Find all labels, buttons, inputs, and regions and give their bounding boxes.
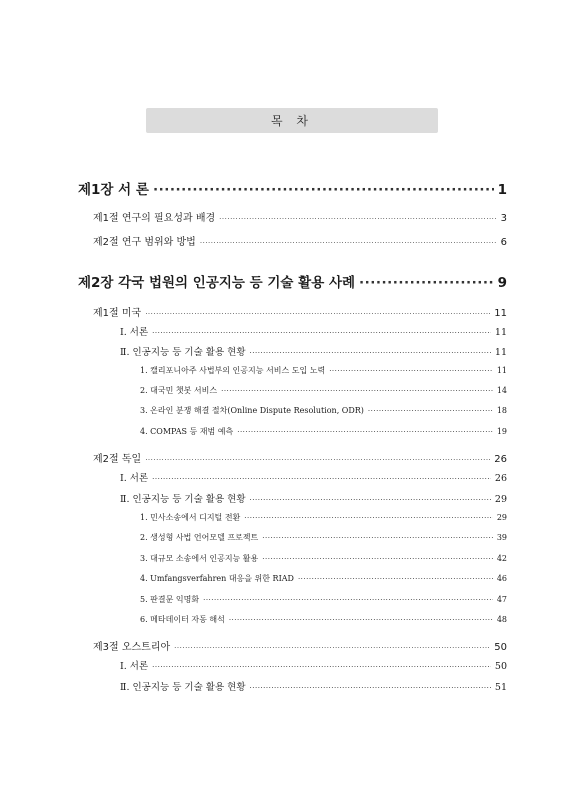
toc-entry-page: 50 (494, 642, 507, 653)
dot-leader (152, 663, 491, 671)
dot-leader (262, 534, 493, 542)
dot-leader (203, 596, 493, 604)
toc-entry-section[interactable] (93, 638, 507, 653)
dot-leader (298, 575, 493, 583)
dot-leader (368, 407, 493, 415)
toc-entry-subsection[interactable] (120, 491, 507, 505)
toc-entry-page: 47 (496, 595, 507, 604)
toc-entry-page: 42 (496, 554, 507, 563)
toc-entry-item[interactable] (140, 594, 507, 605)
toc-entry-page: 1 (497, 182, 507, 198)
toc-entry-label: 제2장 각국 법원의 인공지능 등 기술 활용 사례 (78, 275, 356, 291)
toc-entry-label: 3. 온라인 분쟁 해결 절차(Online Dispute Resolution, ODR) (140, 406, 364, 415)
toc-entry-item[interactable] (140, 405, 507, 416)
toc-entry-subsection[interactable] (120, 679, 507, 693)
toc-entry-subsection[interactable] (120, 470, 507, 484)
dot-leader (145, 456, 490, 464)
toc-entry-label: 2. 대국민 챗봇 서비스 (140, 386, 218, 395)
dot-leader (262, 555, 493, 563)
toc-entry-subsection[interactable] (120, 658, 507, 672)
toc-entry-label: 1. 캘리포니아주 사법부의 인공지능 서비스 도입 노력 (140, 366, 326, 375)
toc-entry-page: 50 (494, 661, 507, 672)
toc-entry-label: 6. 메타데이터 자동 해석 (140, 615, 225, 624)
dot-leader (229, 616, 493, 624)
toc-entry-label: 제1절 연구의 필요성과 배경 (93, 213, 216, 224)
toc-entry-label: Ⅱ. 인공지능 등 기술 활용 현황 (120, 347, 246, 358)
toc-entry-label: Ⅰ. 서론 (120, 473, 149, 484)
toc-entry-page: 11 (494, 327, 507, 338)
toc-entry-label: 제2절 연구 범위와 방법 (93, 237, 196, 248)
toc-entry-chapter[interactable] (78, 271, 507, 291)
toc-entry-item[interactable] (140, 385, 507, 396)
toc-entry-page: 48 (496, 615, 507, 624)
toc-entry-page: 26 (494, 473, 507, 484)
toc-entry-label: Ⅰ. 서론 (120, 661, 149, 672)
toc-entry-item[interactable] (140, 573, 507, 584)
toc-entry-page: 11 (496, 366, 507, 375)
toc-entry-page: 11 (494, 347, 507, 358)
toc-entry-page: 29 (494, 494, 507, 505)
toc-entry-section[interactable] (93, 209, 507, 224)
toc-entry-label: 3. 대규모 소송에서 인공지능 활용 (140, 554, 259, 563)
toc-entry-page: 14 (496, 386, 507, 395)
toc-entry-page: 19 (496, 427, 507, 436)
toc-entry-page: 11 (494, 308, 507, 319)
dot-leader (152, 329, 491, 337)
toc-entry-page: 26 (494, 454, 507, 465)
toc-entry-label: 4. Umfangsverfahren 대응을 위한 RIAD (140, 574, 294, 583)
toc-entry-label: 제3절 오스트리아 (93, 642, 171, 653)
dot-leader (250, 496, 491, 504)
toc-entry-item[interactable] (140, 614, 507, 625)
dot-leader (244, 514, 493, 522)
dot-leader (221, 387, 493, 395)
toc-entry-page: 51 (494, 682, 507, 693)
dot-leader (250, 349, 491, 357)
toc-entry-item[interactable] (140, 553, 507, 564)
toc-entry-label: Ⅱ. 인공지능 등 기술 활용 현황 (120, 494, 246, 505)
dot-leader (153, 182, 494, 198)
toc-entry-page: 18 (496, 406, 507, 415)
toc-entry-page: 9 (497, 275, 507, 291)
dot-leader (200, 239, 497, 247)
toc-entry-label: 1. 민사소송에서 디지털 전환 (140, 513, 241, 522)
toc-entry-page: 29 (496, 513, 507, 522)
dot-leader (219, 215, 496, 223)
dot-leader (237, 428, 493, 436)
toc-entry-subsection[interactable] (120, 344, 507, 358)
toc-entry-label: 2. 생성형 사법 언어모델 프로젝트 (140, 533, 259, 542)
toc-entry-item[interactable] (140, 365, 507, 376)
toc-entry-chapter[interactable] (78, 178, 507, 198)
dot-leader (250, 684, 491, 692)
toc-entry-label: 5. 판결문 익명화 (140, 595, 200, 604)
toc-entry-item[interactable] (140, 426, 507, 437)
toc-entry-section[interactable] (93, 233, 507, 248)
toc-entry-label: 제1장 서 론 (78, 182, 149, 198)
toc-entry-label: 4. COMPAS 등 재범 예측 (140, 427, 234, 436)
dot-leader (145, 310, 490, 318)
toc-entry-section[interactable] (93, 304, 507, 319)
dot-leader (152, 475, 491, 483)
toc-entry-label: Ⅰ. 서론 (120, 327, 149, 338)
toc-entry-label: Ⅱ. 인공지능 등 기술 활용 현황 (120, 682, 246, 693)
toc-entry-item[interactable] (140, 512, 507, 523)
dot-leader (329, 367, 493, 375)
toc-entry-item[interactable] (140, 532, 507, 543)
toc-entry-label: 제1절 미국 (93, 308, 142, 319)
toc-entry-label: 제2절 독일 (93, 454, 142, 465)
toc-entry-page: 3 (500, 213, 507, 224)
dot-leader (174, 644, 490, 652)
dot-leader (359, 275, 494, 291)
toc-entry-section[interactable] (93, 450, 507, 465)
toc-entry-subsection[interactable] (120, 324, 507, 338)
toc-entry-page: 6 (500, 237, 507, 248)
toc-title: 목 차 (146, 108, 438, 133)
toc-entry-page: 39 (496, 533, 507, 542)
toc-entry-page: 46 (496, 574, 507, 583)
